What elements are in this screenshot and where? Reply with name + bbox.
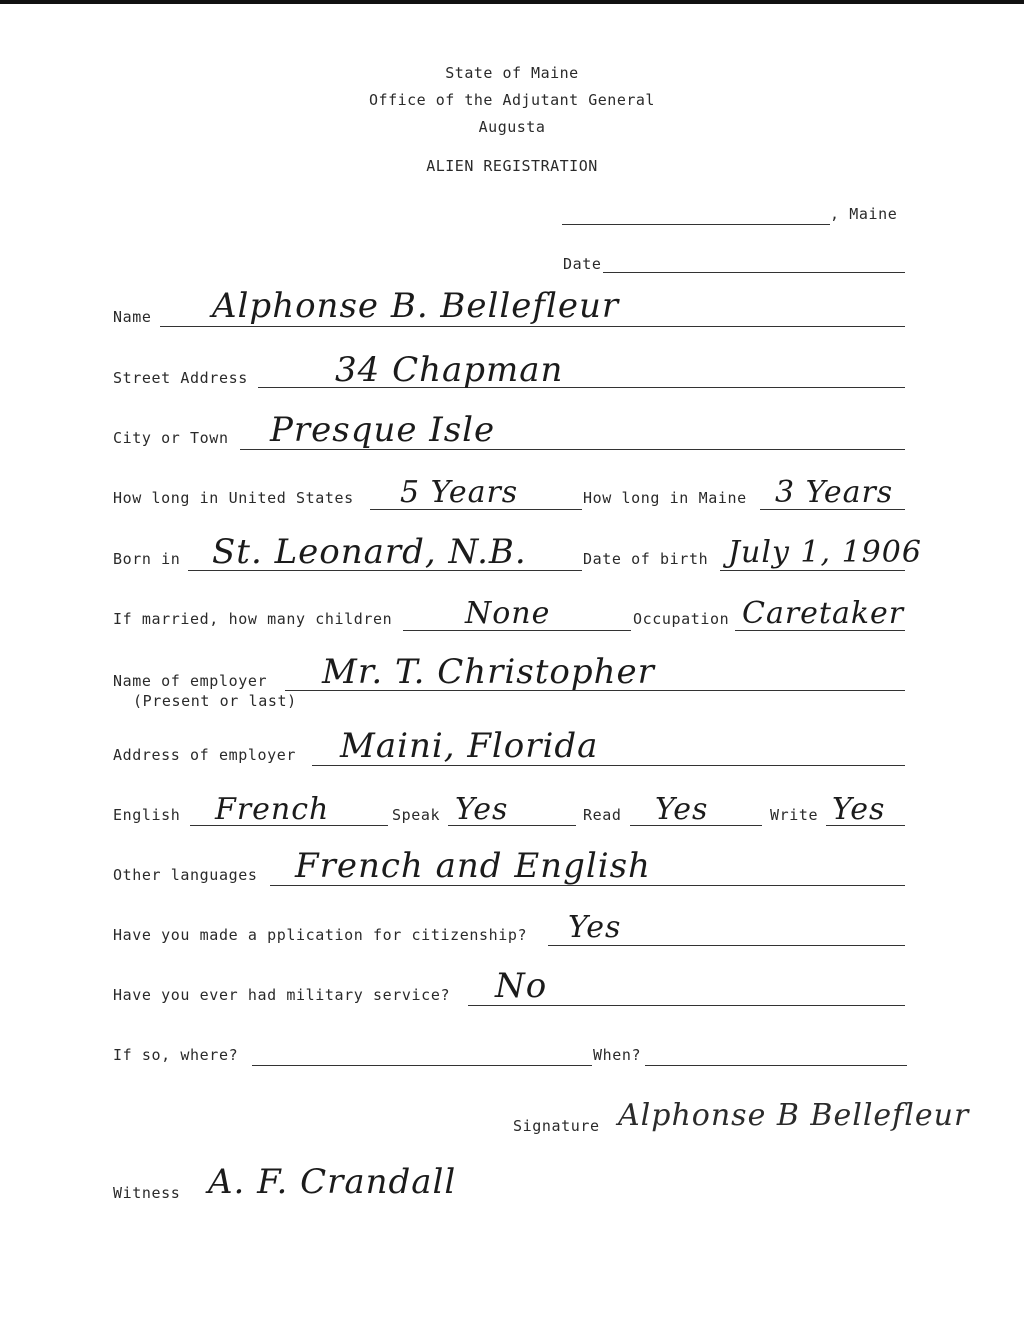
when-field[interactable] <box>645 1065 907 1066</box>
place-field[interactable] <box>562 224 830 225</box>
date-of-birth-value: July 1, 1906 <box>728 535 922 570</box>
occupation-value: Caretaker <box>742 596 905 631</box>
how-long-us-value: 5 Years <box>400 475 519 510</box>
header-office: Office of the Adjutant General <box>369 91 655 109</box>
english-value: French <box>215 792 330 827</box>
how-long-maine-label: How long in Maine <box>583 489 747 507</box>
if-so-where-field[interactable] <box>252 1065 592 1066</box>
employer-name-value: Mr. T. Christopher <box>322 652 655 692</box>
header-city: Augusta <box>478 118 546 136</box>
witness-label: Witness <box>113 1184 181 1202</box>
form-title: ALIEN REGISTRATION <box>426 157 598 175</box>
signature-value: Alphonse B Bellefleur <box>618 1098 970 1133</box>
children-value: None <box>465 596 551 631</box>
employer-address-label: Address of employer <box>113 746 296 764</box>
date-of-birth-label: Date of birth <box>583 550 709 568</box>
military-label: Have you ever had military service? <box>113 986 451 1004</box>
place-suffix: , Maine <box>830 205 898 223</box>
speak-label: Speak <box>392 806 441 824</box>
citizenship-label: Have you made a pplication for citizenship? <box>113 926 528 944</box>
if-so-where-label: If so, where? <box>113 1046 239 1064</box>
date-label: Date <box>563 255 602 273</box>
street-address-label: Street Address <box>113 369 248 387</box>
born-in-value: St. Leonard, N.B. <box>212 532 527 572</box>
read-value: Yes <box>655 792 709 827</box>
citizenship-field[interactable] <box>548 945 905 946</box>
scan-top-edge <box>0 0 1024 4</box>
date-field[interactable] <box>603 272 905 273</box>
city-value: Presque Isle <box>270 410 496 450</box>
employer-address-value: Maini, Florida <box>340 726 599 766</box>
born-in-label: Born in <box>113 550 181 568</box>
occupation-label: Occupation <box>633 610 730 628</box>
witness-value: A. F. Crandall <box>208 1162 457 1202</box>
employer-name-label: Name of employer <box>113 672 268 690</box>
children-label: If married, how many children <box>113 610 393 628</box>
name-field[interactable] <box>160 326 905 327</box>
when-label: When? <box>593 1046 642 1064</box>
write-label: Write <box>770 806 819 824</box>
speak-value: Yes <box>455 792 509 827</box>
name-value: Alphonse B. Bellefleur <box>212 286 620 326</box>
military-value: No <box>495 966 548 1006</box>
signature-label: Signature <box>513 1117 600 1135</box>
other-languages-value: French and English <box>295 846 651 886</box>
how-long-maine-value: 3 Years <box>775 475 894 510</box>
how-long-us-label: How long in United States <box>113 489 354 507</box>
read-label: Read <box>583 806 622 824</box>
city-label: City or Town <box>113 429 229 447</box>
citizenship-value: Yes <box>568 910 622 945</box>
date-of-birth-field[interactable] <box>720 570 905 571</box>
employer-note: (Present or last) <box>133 692 297 710</box>
other-languages-label: Other languages <box>113 866 258 884</box>
name-label: Name <box>113 308 152 326</box>
street-address-value: 34 Chapman <box>335 350 564 390</box>
header-state: State of Maine <box>445 64 579 82</box>
write-value: Yes <box>832 792 886 827</box>
english-label: English <box>113 806 181 824</box>
